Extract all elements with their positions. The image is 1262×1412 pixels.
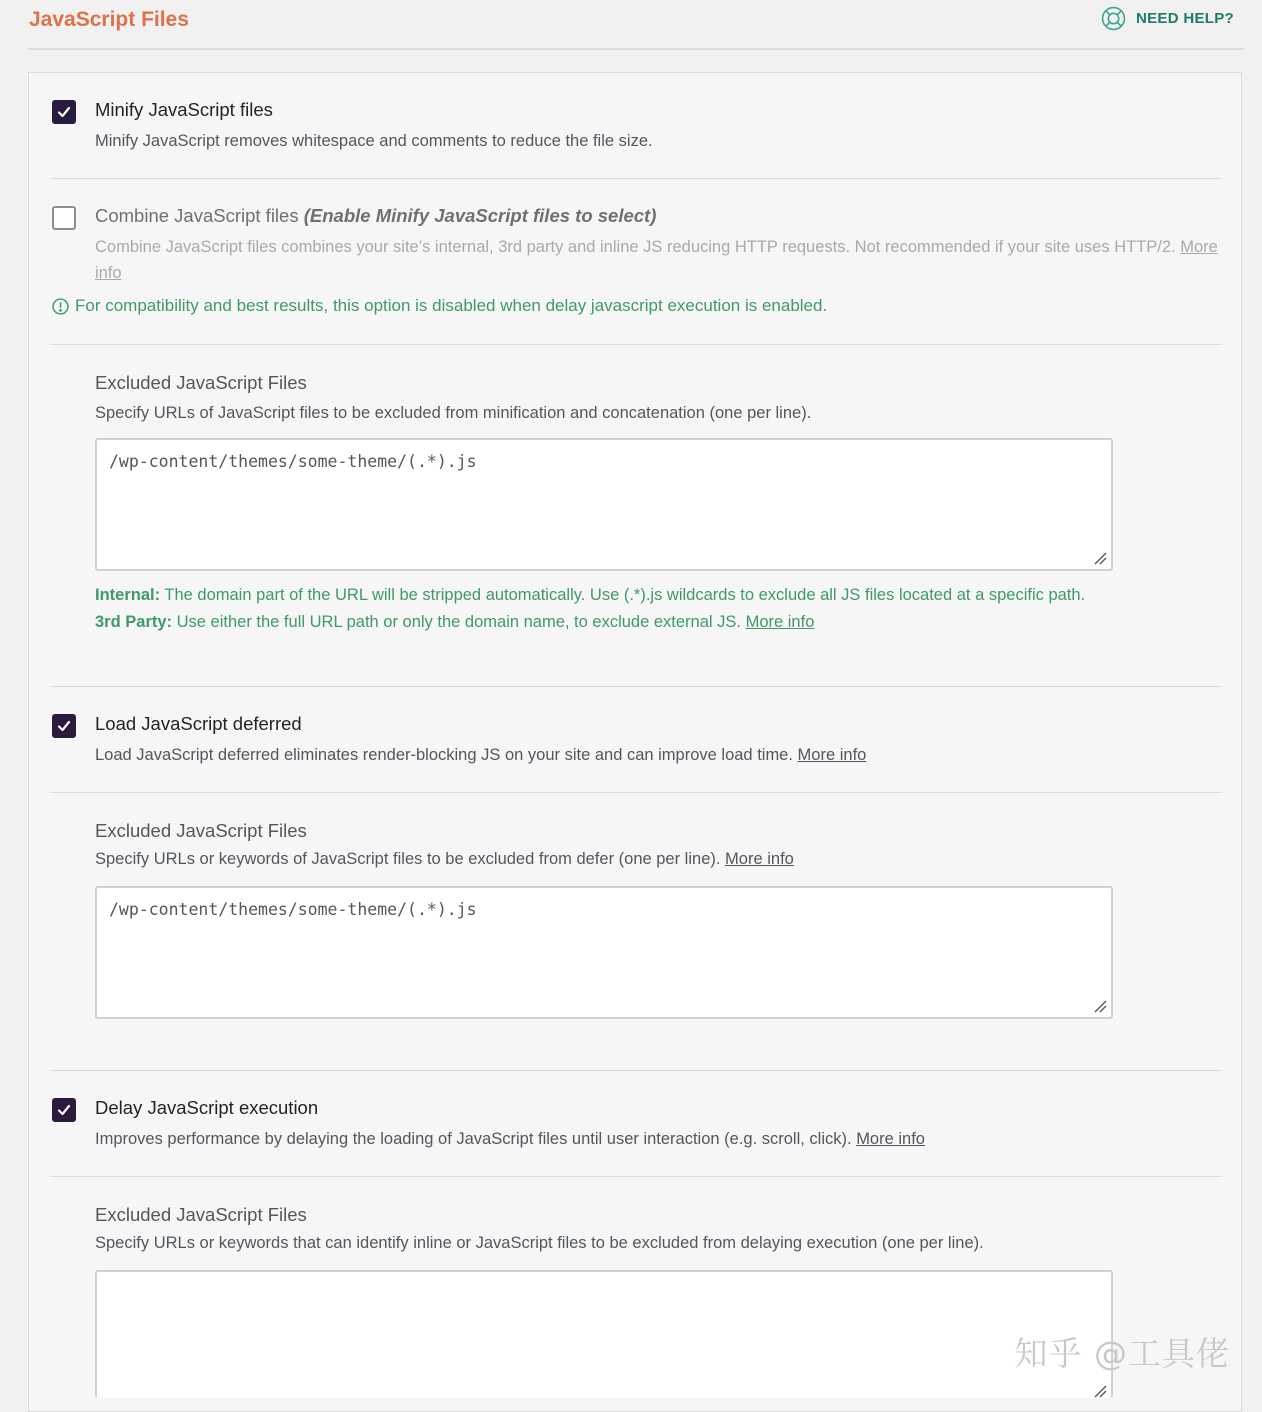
combine-checkbox[interactable] xyxy=(52,206,76,230)
minify-excluded-note xyxy=(95,582,1095,636)
exclamation-circle-icon xyxy=(52,298,69,315)
combine-title[interactable] xyxy=(95,205,656,227)
delay-title[interactable]: Delay JavaScript execution xyxy=(95,1097,319,1118)
note-internal xyxy=(95,582,1095,609)
combine-description-text: Combine JavaScript files combines your site’s internal, 3rd party and inline JS reducing HTTP requests. Not recommended if your site uses HTTP/2. xyxy=(95,238,1176,256)
need-help-label: NEED HELP? xyxy=(1135,10,1234,27)
divider xyxy=(51,1070,1221,1071)
need-help-link[interactable] xyxy=(1101,6,1234,31)
combine-warning-text: For compatibility and best results, this option is disabled when delay javascript execution is enabled. xyxy=(75,296,828,315)
minify-checkbox[interactable] xyxy=(52,100,76,124)
defer-title[interactable]: Load JavaScript deferred xyxy=(95,713,302,734)
defer-checkbox[interactable] xyxy=(52,714,76,738)
defer-excluded-title: Excluded JavaScript Files xyxy=(95,820,307,841)
minify-excluded-value: /wp-content/themes/some-theme/(.*).js xyxy=(109,452,477,471)
minify-description: Minify JavaScript removes whitespace and comments to reduce the file size. xyxy=(95,132,653,150)
defer-description xyxy=(95,742,866,768)
page-title: JavaScript Files xyxy=(29,8,189,31)
delay-excluded-title: Excluded JavaScript Files xyxy=(95,1204,307,1225)
note-3rd-party xyxy=(95,609,1095,636)
delay-excluded-textarea[interactable] xyxy=(95,1270,1113,1398)
combine-title-note: (Enable Minify JavaScript files to select) xyxy=(303,205,657,226)
defer-excluded-value: /wp-content/themes/some-theme/(.*).js xyxy=(109,900,477,919)
resize-grip-icon[interactable] xyxy=(1093,551,1107,565)
defer-excluded-more-info-link[interactable]: More info xyxy=(725,850,794,868)
delay-more-info-link[interactable]: More info xyxy=(856,1130,925,1148)
defer-more-info-link[interactable]: More info xyxy=(797,746,867,764)
divider xyxy=(51,1176,1221,1177)
note-3rd-label: 3rd Party: xyxy=(95,613,173,631)
minify-title[interactable]: Minify JavaScript files xyxy=(95,99,273,120)
defer-excluded-description xyxy=(95,846,794,872)
defer-description-text: Load JavaScript deferred eliminates render-blocking JS on your site and can improve load time. xyxy=(95,746,793,764)
note-internal-label: Internal: xyxy=(95,586,161,604)
checkmark-icon xyxy=(56,718,72,734)
note-internal-text: The domain part of the URL will be stripped automatically. Use (.*).js wildcards to exclude all JS files located at a specific path. xyxy=(164,586,1086,604)
watermark: 知乎 @工具佬 xyxy=(1014,1334,1230,1373)
combine-more-info-link[interactable]: More info xyxy=(95,238,1218,282)
delay-description-text: Improves performance by delaying the loading of JavaScript files until user interaction (e.g. scroll, click). xyxy=(95,1130,852,1148)
divider xyxy=(51,792,1221,793)
defer-excluded-description-text: Specify URLs or keywords of JavaScript files to be excluded from defer (one per line). xyxy=(95,850,721,868)
header-divider xyxy=(28,48,1244,50)
divider xyxy=(51,686,1221,687)
checkmark-icon xyxy=(56,104,72,120)
delay-checkbox[interactable] xyxy=(52,1098,76,1122)
delay-description xyxy=(95,1126,925,1152)
combine-warning xyxy=(52,296,827,316)
delay-excluded-description: Specify URLs or keywords that can identify inline or JavaScript files to be excluded from delaying execution (one per line). xyxy=(95,1234,984,1252)
resize-grip-icon[interactable] xyxy=(1093,999,1107,1013)
combine-description xyxy=(95,234,1220,286)
divider xyxy=(51,344,1221,345)
lifebuoy-icon xyxy=(1101,6,1126,31)
combine-title-label: Combine JavaScript files xyxy=(95,205,299,226)
checkmark-icon xyxy=(56,1102,72,1118)
minify-excluded-more-info-link[interactable]: More info xyxy=(745,613,815,631)
minify-excluded-title: Excluded JavaScript Files xyxy=(95,372,307,393)
minify-excluded-textarea[interactable] xyxy=(95,438,1113,571)
resize-grip-icon[interactable] xyxy=(1093,1384,1107,1398)
divider xyxy=(51,178,1221,179)
note-3rd-text: Use either the full URL path or only the domain name, to exclude external JS. xyxy=(176,613,741,631)
defer-excluded-textarea[interactable] xyxy=(95,886,1113,1019)
minify-excluded-description: Specify URLs of JavaScript files to be excluded from minification and concatenation (one per line). xyxy=(95,404,812,422)
